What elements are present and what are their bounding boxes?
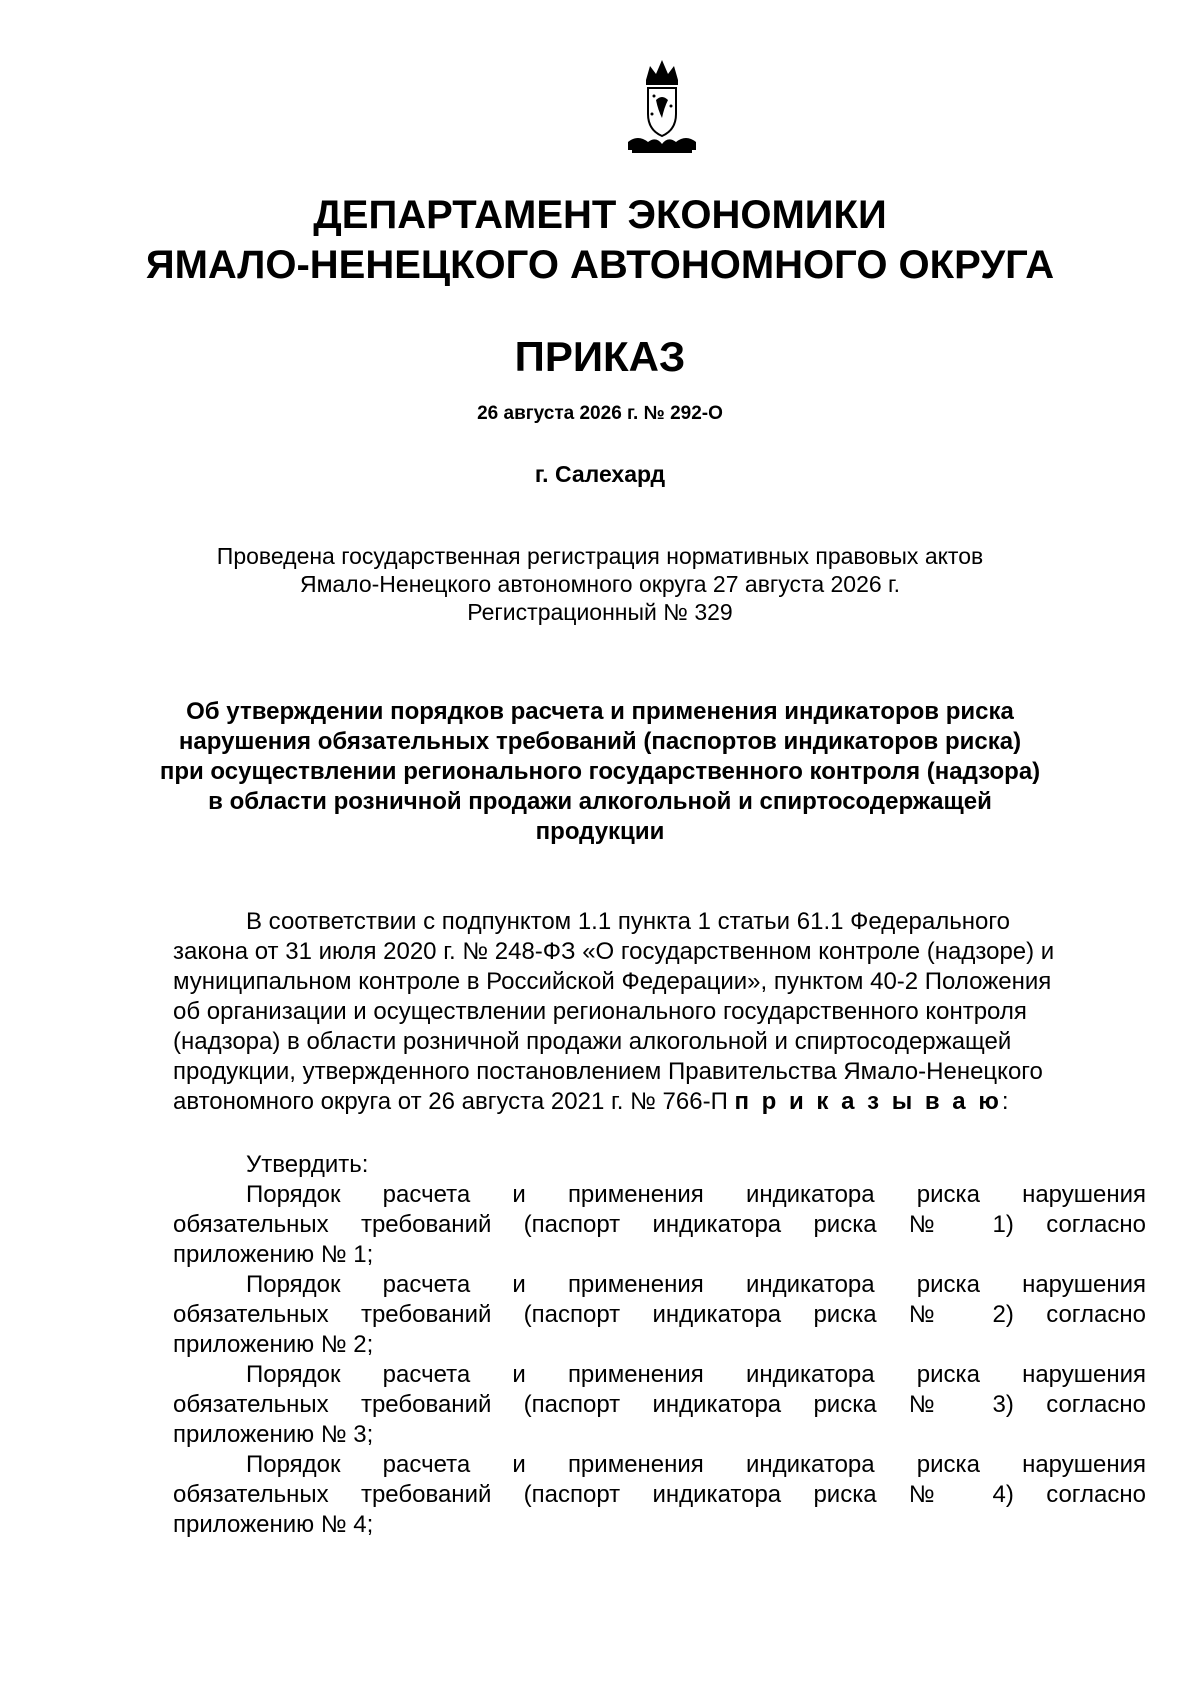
emblem-svg: [624, 56, 700, 156]
preamble-line-3: муниципальном контроле в Российской Федерации», пунктом 40-2 Положения: [173, 968, 1052, 995]
preamble-line-4: об организации и осуществлении регионального государственного контроля: [173, 998, 1027, 1025]
preamble-line-7: [173, 1087, 1146, 1117]
registration-line-2: Ямало-Ненецкого автономного округа 27 августа 2026 г.: [299, 571, 901, 597]
document-date-number: 26 августа 2026 г. № 292-О: [477, 403, 723, 424]
approval-item-line-3: приложению № 4;: [173, 1511, 374, 1538]
preamble-line-5: (надзора) в области розничной продажи алкогольной и спиртосодержащей: [173, 1028, 1012, 1055]
registration-note: [0, 542, 1200, 626]
approval-item-line-3: приложению № 1;: [173, 1241, 374, 1268]
subject-line-5: продукции: [535, 818, 665, 845]
subject-line-3: при осуществлении регионального государственного контроля (надзора): [159, 758, 1041, 785]
approval-item-line-2: обязательных требований (паспорт индикатора риска № 3) согласно: [173, 1391, 1146, 1418]
subject-line-1: Об утверждении порядков расчета и применения индикаторов риска: [186, 698, 1014, 725]
approval-item: [173, 1450, 1146, 1540]
document-type: ПРИКАЗ: [514, 333, 686, 380]
approval-item: [173, 1270, 1146, 1360]
approval-section: [173, 1150, 1146, 1540]
preamble-line-2: закона от 31 июля 2020 г. № 248-ФЗ «О государственном контроле (надзоре) и: [173, 938, 1055, 965]
department-name: [0, 190, 1200, 290]
approval-item-line-2: обязательных требований (паспорт индикатора риска № 2) согласно: [173, 1301, 1146, 1328]
subject-line-2: нарушения обязательных требований (паспортов индикаторов риска): [178, 728, 1022, 755]
approval-item-line-3: приложению № 3;: [173, 1421, 374, 1448]
approval-item-line-2: обязательных требований (паспорт индикатора риска № 4) согласно: [173, 1481, 1146, 1508]
approve-label: Утвердить:: [246, 1151, 369, 1178]
department-line-2: ЯМАЛО-НЕНЕЦКОГО АВТОНОМНОГО ОКРУГА: [145, 243, 1055, 287]
subject-line-4: в области розничной продажи алкогольной и спиртосодержащей: [208, 788, 992, 815]
coat-of-arms-icon: [624, 56, 700, 156]
approval-item-line-1: Порядок расчета и применения индикатора риска нарушения: [246, 1271, 1146, 1298]
registration-line-3: Регистрационный № 329: [467, 599, 733, 625]
document-subject: [0, 697, 1200, 847]
preamble-paragraph: [173, 907, 1146, 1117]
approval-item-line-3: приложению № 2;: [173, 1331, 374, 1358]
document-city: г. Салехард: [534, 461, 666, 487]
preamble-last-line-start: автономного округа от 26 августа 2021 г. № 766-П: [173, 1088, 735, 1115]
approval-item-line-2: обязательных требований (паспорт индикатора риска № 1) согласно: [173, 1211, 1146, 1238]
approval-item: [173, 1180, 1146, 1270]
approval-item-line-1: Порядок расчета и применения индикатора риска нарушения: [246, 1181, 1146, 1208]
preamble-last-line-end: :: [1001, 1088, 1009, 1115]
order-word: п р и к а з ы в а ю: [734, 1088, 1002, 1115]
registration-line-1: Проведена государственная регистрация нормативных правовых актов: [216, 543, 984, 569]
approval-item-line-1: Порядок расчета и применения индикатора риска нарушения: [246, 1451, 1146, 1478]
approval-item: [173, 1360, 1146, 1450]
preamble-line-6: продукции, утвержденного постановлением Правительства Ямало-Ненецкого: [173, 1058, 1043, 1085]
approval-item-line-1: Порядок расчета и применения индикатора риска нарушения: [246, 1361, 1146, 1388]
department-line-1: ДЕПАРТАМЕНТ ЭКОНОМИКИ: [313, 193, 887, 237]
preamble-line-1: В соответствии с подпунктом 1.1 пункта 1 статьи 61.1 Федерального: [246, 908, 1010, 935]
